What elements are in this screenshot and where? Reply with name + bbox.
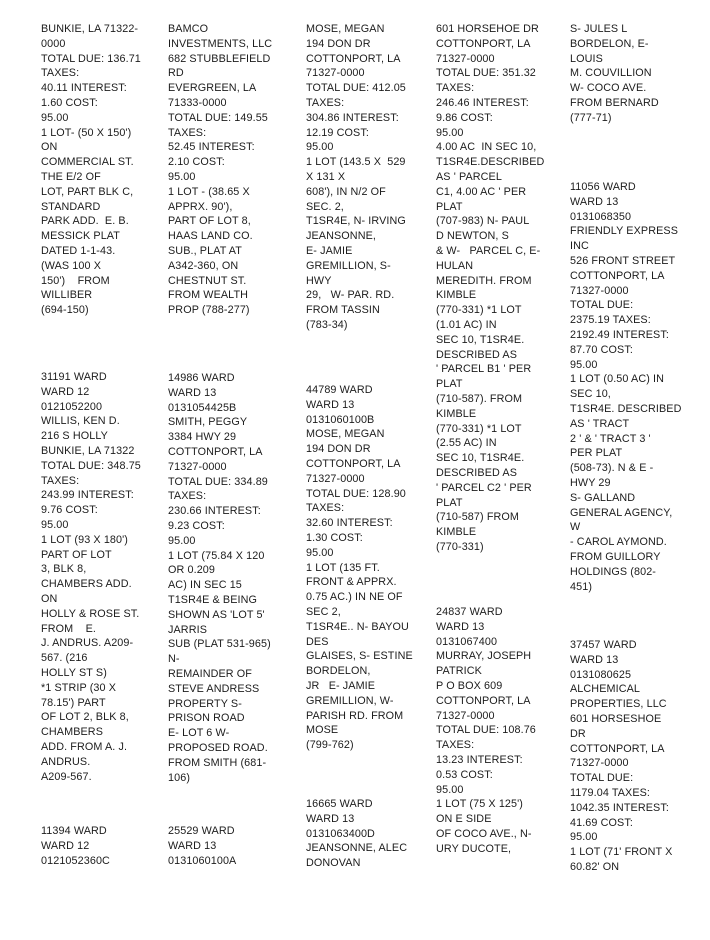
- text-line: 304.86 INTEREST:: [306, 111, 399, 124]
- text-line: TAXES:: [306, 96, 345, 109]
- text-line: W: [570, 521, 581, 534]
- property-record-block: [306, 797, 430, 871]
- text-line: LOT, PART BLK C,: [41, 185, 134, 198]
- text-line: (707-983) N- PAUL: [436, 215, 530, 228]
- text-line: PARK ADD. E. B.: [41, 215, 129, 228]
- text-line: W- COCO AVE.: [570, 82, 647, 95]
- text-line: 0131063400D: [306, 827, 375, 840]
- text-line: X 131 X: [306, 170, 346, 183]
- text-line: PART OF LOT: [41, 548, 112, 561]
- text-line: (710-587). FROM: [436, 392, 523, 405]
- text-line: (770-331) *1 LOT: [436, 422, 522, 435]
- text-line: FRONT & APPRX.: [306, 576, 397, 589]
- text-line: ' PARCEL C2 ' PER: [436, 481, 532, 494]
- text-line: S- JULES L: [570, 23, 628, 35]
- text-line: JEANSONNE,: [306, 230, 376, 243]
- text-line: CHESTNUT ST.: [168, 274, 247, 287]
- text-line: COTTONPORT, LA: [306, 457, 401, 470]
- text-line: 0131060100B: [306, 413, 375, 426]
- text-line: 216 S HOLLY: [41, 430, 108, 443]
- text-line: TOTAL DUE: 108.76: [436, 724, 536, 737]
- text-line: WARD 13: [168, 386, 217, 399]
- text-line: TOTAL DUE: 149.55: [168, 111, 268, 124]
- text-line: 4.00 AC IN SEC 10,: [436, 141, 537, 154]
- text-line: 0131054425B: [168, 401, 237, 414]
- text-line: T1SR4E.DESCRIBED: [436, 156, 545, 169]
- text-line: 71327-0000: [436, 709, 495, 722]
- text-line: 11056 WARD: [570, 181, 636, 193]
- text-line: AC) IN SEC 15: [168, 579, 242, 592]
- property-record-block: [306, 22, 430, 333]
- text-line: URY DUCOTE,: [436, 842, 512, 855]
- text-line: WARD 13: [168, 839, 217, 852]
- text-line: COTTONPORT, LA: [570, 269, 665, 282]
- text-line: HOLLY & ROSE ST.: [41, 607, 140, 620]
- text-line: 230.66 INTEREST:: [168, 505, 261, 518]
- text-line: 1 LOT- (50 X 150'): [41, 126, 132, 139]
- text-line: 14986 WARD: [168, 372, 235, 384]
- text-line: HAAS LAND CO.: [168, 230, 253, 243]
- text-line: GREMILLION, S-: [306, 259, 391, 272]
- property-record-block: [41, 370, 167, 784]
- text-line: (WAS 100 X: [41, 259, 102, 272]
- text-line: OF COCO AVE., N-: [436, 827, 532, 840]
- text-line: 31191 WARD: [41, 371, 107, 383]
- text-line: JR E- JAMIE: [306, 679, 376, 692]
- text-line: TAXES:: [41, 67, 80, 80]
- text-line: (770-331): [436, 540, 484, 553]
- text-line: TOTAL DUE: 136.71: [41, 52, 141, 65]
- text-line: 16665 WARD: [306, 798, 373, 810]
- text-line: 25529 WARD: [168, 825, 235, 837]
- property-record-block: [168, 371, 296, 785]
- text-line: 24837 WARD: [436, 606, 503, 618]
- text-line: T1SR4E.. N- BAYOU: [306, 620, 409, 633]
- text-line: HOLLY ST S): [41, 666, 107, 679]
- text-line: 41.69 COST:: [570, 816, 633, 829]
- text-line: 71327-0000: [570, 757, 629, 770]
- text-line: 95.00: [41, 518, 69, 531]
- text-line: 9.86 COST:: [436, 111, 493, 124]
- text-line: GREMILLION, W-: [306, 694, 394, 707]
- text-line: MOSE: [306, 724, 339, 737]
- property-record-block: [41, 22, 167, 318]
- text-line: 1.60 COST:: [41, 96, 98, 109]
- text-line: WARD 12: [41, 385, 90, 398]
- text-line: TAXES:: [436, 739, 475, 752]
- text-column-3: [306, 0, 430, 940]
- text-line: LOUIS: [570, 52, 603, 65]
- text-line: STANDARD: [41, 200, 101, 213]
- text-line: SEC 10,: [570, 388, 611, 401]
- text-line: RD: [168, 67, 184, 80]
- text-line: PROPERTY S-: [168, 697, 242, 710]
- text-line: ON: [41, 141, 58, 154]
- text-line: AS ' TRACT: [570, 417, 630, 430]
- text-line: GENERAL AGENCY,: [570, 506, 673, 519]
- text-line: 2375.19 TAXES:: [570, 314, 651, 327]
- text-line: WARD 13: [570, 653, 619, 666]
- text-line: PLAT: [436, 200, 463, 213]
- text-line: 1 LOT (143.5 X 529: [306, 156, 406, 169]
- text-line: COTTONPORT, LA: [570, 742, 665, 755]
- text-line: A342-360, ON: [168, 259, 239, 272]
- text-line: CHAMBERS: [41, 726, 103, 739]
- text-line: 95.00: [570, 831, 598, 844]
- text-line: BUNKIE, LA 71322: [41, 444, 135, 457]
- text-line: 95.00: [41, 111, 69, 124]
- text-line: COTTONPORT, LA: [436, 37, 531, 50]
- text-line: (770-331) *1 LOT: [436, 304, 522, 317]
- text-line: 78.15') PART: [41, 696, 106, 709]
- text-line: 0121052200: [41, 400, 103, 413]
- text-line: 0000: [41, 37, 66, 50]
- text-line: INVESTMENTS, LLC: [168, 37, 273, 50]
- text-line: TOTAL DUE: 412.05: [306, 82, 406, 95]
- text-line: FRIENDLY EXPRESS: [570, 225, 679, 238]
- text-line: COTTONPORT, LA: [436, 694, 531, 707]
- property-record-block: [41, 824, 167, 868]
- text-line: MURRAY, JOSEPH: [436, 650, 532, 663]
- text-line: 682 STUBBLEFIELD: [168, 52, 271, 65]
- text-line: WARD 13: [306, 398, 355, 411]
- text-line: PLAT: [436, 378, 463, 391]
- text-line: 246.46 INTEREST:: [436, 96, 529, 109]
- text-line: 3384 HWY 29: [168, 431, 237, 444]
- text-line: M. COUVILLION: [570, 67, 652, 80]
- text-line: SUB (PLAT 531-965): [168, 638, 271, 651]
- text-line: 95.00: [436, 126, 464, 139]
- text-line: HWY 29: [570, 476, 611, 489]
- text-line: TAXES:: [41, 474, 80, 487]
- text-line: & W- PARCEL C, E-: [436, 244, 541, 257]
- text-line: TOTAL DUE:: [570, 772, 634, 785]
- text-line: SEC 10, T1SR4E.: [436, 333, 525, 346]
- text-line: T1SR4E. DESCRIBED: [570, 402, 682, 415]
- text-line: OR 0.209: [168, 564, 216, 577]
- text-line: 1 LOT - (38.65 X: [168, 185, 250, 198]
- text-line: AS ' PARCEL: [436, 170, 502, 183]
- text-line: PARISH RD. FROM: [306, 709, 404, 722]
- text-line: (2.55 AC) IN: [436, 437, 497, 450]
- text-line: 87.70 COST:: [570, 343, 633, 356]
- text-line: C1, 4.00 AC ' PER: [436, 185, 527, 198]
- text-line: FROM TASSIN: [306, 304, 380, 317]
- text-line: 1 LOT (75 X 125'): [436, 798, 523, 811]
- text-line: MOSE, MEGAN: [306, 428, 385, 441]
- text-line: KIMBLE: [436, 289, 477, 302]
- text-line: TOTAL DUE: 128.90: [306, 487, 406, 500]
- text-line: 2.10 COST:: [168, 156, 225, 169]
- text-line: KIMBLE: [436, 407, 477, 420]
- text-line: ' PARCEL B1 ' PER: [436, 363, 532, 376]
- text-line: 40.11 INTEREST:: [41, 82, 127, 95]
- text-line: STEVE ANDRESS: [168, 682, 260, 695]
- text-line: - CAROL AYMOND.: [570, 536, 667, 549]
- text-line: 2 ' & ' TRACT 3 ': [570, 432, 651, 445]
- text-line: P O BOX 609: [436, 679, 503, 692]
- text-line: 95.00: [306, 546, 334, 559]
- text-line: JARRIS: [168, 623, 207, 636]
- text-line: COTTONPORT, LA: [306, 52, 401, 65]
- text-line: 1179.04 TAXES:: [570, 786, 651, 799]
- text-line: WARD 12: [41, 839, 90, 852]
- text-line: 11394 WARD: [41, 825, 107, 837]
- text-line: BORDELON, E-: [570, 37, 649, 50]
- text-line: FROM GUILLORY: [570, 550, 661, 563]
- text-line: 95.00: [306, 141, 334, 154]
- text-line: ALCHEMICAL: [570, 683, 640, 696]
- text-line: COTTONPORT, LA: [168, 445, 263, 458]
- text-line: WILLIBER: [41, 289, 93, 302]
- text-line: (1.01 AC) IN: [436, 318, 497, 331]
- property-record-block: [168, 824, 296, 868]
- text-line: 1042.35 INTEREST:: [570, 801, 669, 814]
- text-line: 567. (216: [41, 652, 88, 665]
- text-line: 3, BLK 8,: [41, 563, 87, 576]
- text-column-2: [168, 0, 296, 940]
- text-column-5: [570, 0, 705, 940]
- text-column-1: [41, 0, 167, 940]
- text-line: DES: [306, 635, 329, 648]
- text-line: DR: [570, 727, 586, 740]
- text-line: PER PLAT: [570, 447, 623, 460]
- text-line: 1 LOT (75.84 X 120: [168, 549, 265, 562]
- text-line: PROPOSED ROAD.: [168, 741, 268, 754]
- text-line: 0131067400: [436, 635, 498, 648]
- text-line: T1SR4E & BEING: [168, 593, 258, 606]
- text-line: REMAINDER OF: [168, 667, 252, 680]
- text-line: 71327-0000: [570, 284, 629, 297]
- property-record-block: [306, 383, 430, 753]
- text-line: SMITH, PEGGY: [168, 416, 248, 429]
- property-record-block: [570, 22, 705, 126]
- text-line: DESCRIBED AS: [436, 466, 518, 479]
- text-line: 9.76 COST:: [41, 504, 98, 517]
- text-line: (799-762): [306, 739, 354, 752]
- text-line: WARD 13: [436, 620, 485, 633]
- property-record-block: [436, 22, 562, 555]
- text-line: 194 DON DR: [306, 443, 371, 456]
- text-line: 526 FRONT STREET: [570, 254, 676, 267]
- text-line: 95.00: [570, 358, 598, 371]
- text-line: N-: [168, 653, 180, 666]
- text-line: 71327-0000: [168, 460, 227, 473]
- text-line: 194 DON DR: [306, 37, 371, 50]
- text-line: APPRX. 90'),: [168, 200, 233, 213]
- text-line: DONOVAN: [306, 857, 361, 870]
- text-line: SEC 10, T1SR4E.: [436, 452, 525, 465]
- text-line: 44789 WARD: [306, 384, 373, 396]
- text-line: S- GALLAND: [570, 491, 636, 504]
- text-line: 60.82' ON: [570, 860, 620, 873]
- text-line: WARD 13: [306, 812, 355, 825]
- text-line: HWY: [306, 274, 332, 287]
- text-line: 71327-0000: [306, 472, 365, 485]
- text-line: PATRICK: [436, 665, 482, 678]
- text-line: PART OF LOT 8,: [168, 215, 251, 228]
- text-line: KIMBLE: [436, 526, 477, 539]
- text-line: TOTAL DUE:: [570, 299, 634, 312]
- text-line: MOSE, MEGAN: [306, 23, 385, 35]
- text-line: 71327-0000: [436, 52, 495, 65]
- text-line: FROM E.: [41, 622, 96, 635]
- text-line: ON E SIDE: [436, 813, 492, 826]
- text-line: *1 STRIP (30 X: [41, 681, 117, 694]
- text-line: 451): [570, 580, 593, 593]
- text-line: PRISON ROAD: [168, 712, 245, 725]
- text-line: 95.00: [168, 534, 196, 547]
- text-line: T1SR4E, N- IRVING: [306, 215, 406, 228]
- text-line: 71333-0000: [168, 96, 227, 109]
- text-line: MESSICK PLAT: [41, 230, 120, 243]
- text-line: 0131060100A: [168, 854, 237, 867]
- text-line: 1 LOT (93 X 180'): [41, 533, 128, 546]
- text-line: CHAMBERS ADD.: [41, 578, 132, 591]
- text-line: 601 HORSEHOE DR: [436, 23, 539, 35]
- text-line: 1 LOT (135 FT.: [306, 561, 380, 574]
- property-record-block: [570, 180, 705, 594]
- text-line: SEC. 2,: [306, 200, 344, 213]
- text-line: ANDRUS.: [41, 755, 91, 768]
- text-line: 37457 WARD: [570, 639, 637, 651]
- text-line: BORDELON,: [306, 665, 371, 678]
- text-line: TOTAL DUE: 348.75: [41, 459, 141, 472]
- text-line: WARD 13: [570, 195, 619, 208]
- text-line: PLAT: [436, 496, 463, 509]
- text-line: FROM SMITH (681-: [168, 756, 267, 769]
- text-line: 52.45 INTEREST:: [168, 141, 255, 154]
- property-record-block: [570, 638, 705, 875]
- text-line: FROM BERNARD: [570, 96, 659, 109]
- text-line: INC: [570, 240, 589, 253]
- text-line: SEC 2,: [306, 605, 341, 618]
- text-line: MEREDITH. FROM: [436, 274, 532, 287]
- text-line: PROP (788-277): [168, 304, 250, 317]
- text-line: EVERGREEN, LA: [168, 82, 257, 95]
- text-line: HULAN: [436, 259, 474, 272]
- text-line: DESCRIBED AS: [436, 348, 518, 361]
- text-line: D NEWTON, S: [436, 230, 509, 243]
- text-line: 71327-0000: [306, 67, 365, 80]
- text-line: WILLIS, KEN D.: [41, 415, 120, 428]
- text-line: 29, W- PAR. RD.: [306, 289, 395, 302]
- text-line: 0121052360C: [41, 854, 110, 867]
- text-line: TAXES:: [306, 502, 345, 515]
- text-line: 0131080625: [570, 668, 632, 681]
- text-line: A209-567.: [41, 770, 92, 783]
- text-line: FROM WEALTH: [168, 289, 249, 302]
- property-record-block: [436, 605, 562, 857]
- text-line: TOTAL DUE: 334.89: [168, 475, 268, 488]
- text-line: 0.53 COST:: [436, 768, 493, 781]
- text-line: 243.99 INTEREST:: [41, 489, 134, 502]
- text-line: E- LOT 6 W-: [168, 727, 230, 740]
- text-line: 95.00: [168, 170, 196, 183]
- text-line: 1 LOT (71' FRONT X: [570, 846, 673, 859]
- text-line: 1.30 COST:: [306, 531, 363, 544]
- text-line: TAXES:: [168, 126, 207, 139]
- text-line: PROPERTIES, LLC: [570, 698, 667, 711]
- text-line: DATED 1-1-43.: [41, 244, 116, 257]
- text-line: 12.19 COST:: [306, 126, 369, 139]
- text-line: BAMCO: [168, 23, 209, 35]
- text-line: 0.75 AC.) IN NE OF: [306, 591, 403, 604]
- text-line: J. ANDRUS. A209-: [41, 637, 134, 650]
- text-line: 106): [168, 771, 191, 784]
- text-line: (694-150): [41, 304, 89, 317]
- text-line: 1 LOT (0.50 AC) IN: [570, 373, 665, 386]
- text-line: E- JAMIE: [306, 244, 353, 257]
- text-line: (783-34): [306, 318, 348, 331]
- text-line: JEANSONNE, ALEC: [306, 842, 408, 855]
- property-record-block: [168, 22, 296, 318]
- text-line: SHOWN AS 'LOT 5': [168, 608, 265, 621]
- text-line: THE E/2 OF: [41, 170, 101, 183]
- text-line: ON: [41, 592, 58, 605]
- text-line: 13.23 INTEREST:: [436, 753, 523, 766]
- text-line: 0131068350: [570, 210, 632, 223]
- text-line: TAXES:: [168, 490, 207, 503]
- text-column-4: [436, 0, 562, 940]
- text-line: (710-587) FROM: [436, 511, 519, 524]
- text-line: 608'), IN N/2 OF: [306, 185, 386, 198]
- text-line: COMMERCIAL ST.: [41, 156, 134, 169]
- text-line: OF LOT 2, BLK 8,: [41, 711, 129, 724]
- text-line: 2192.49 INTEREST:: [570, 328, 669, 341]
- text-line: 32.60 INTEREST:: [306, 517, 393, 530]
- text-line: (508-73). N & E -: [570, 462, 654, 475]
- text-line: ADD. FROM A. J.: [41, 740, 128, 753]
- text-line: TAXES:: [436, 82, 475, 95]
- text-line: 95.00: [436, 783, 464, 796]
- text-line: SUB., PLAT AT: [168, 244, 242, 257]
- text-line: GLAISES, S- ESTINE: [306, 650, 413, 663]
- text-line: 9.23 COST:: [168, 519, 225, 532]
- text-line: 601 HORSESHOE: [570, 712, 662, 725]
- text-line: 150') FROM: [41, 274, 110, 287]
- text-line: (777-71): [570, 111, 612, 124]
- text-line: TOTAL DUE: 351.32: [436, 67, 536, 80]
- text-line: HOLDINGS (802-: [570, 565, 656, 578]
- text-line: BUNKIE, LA 71322-: [41, 23, 139, 35]
